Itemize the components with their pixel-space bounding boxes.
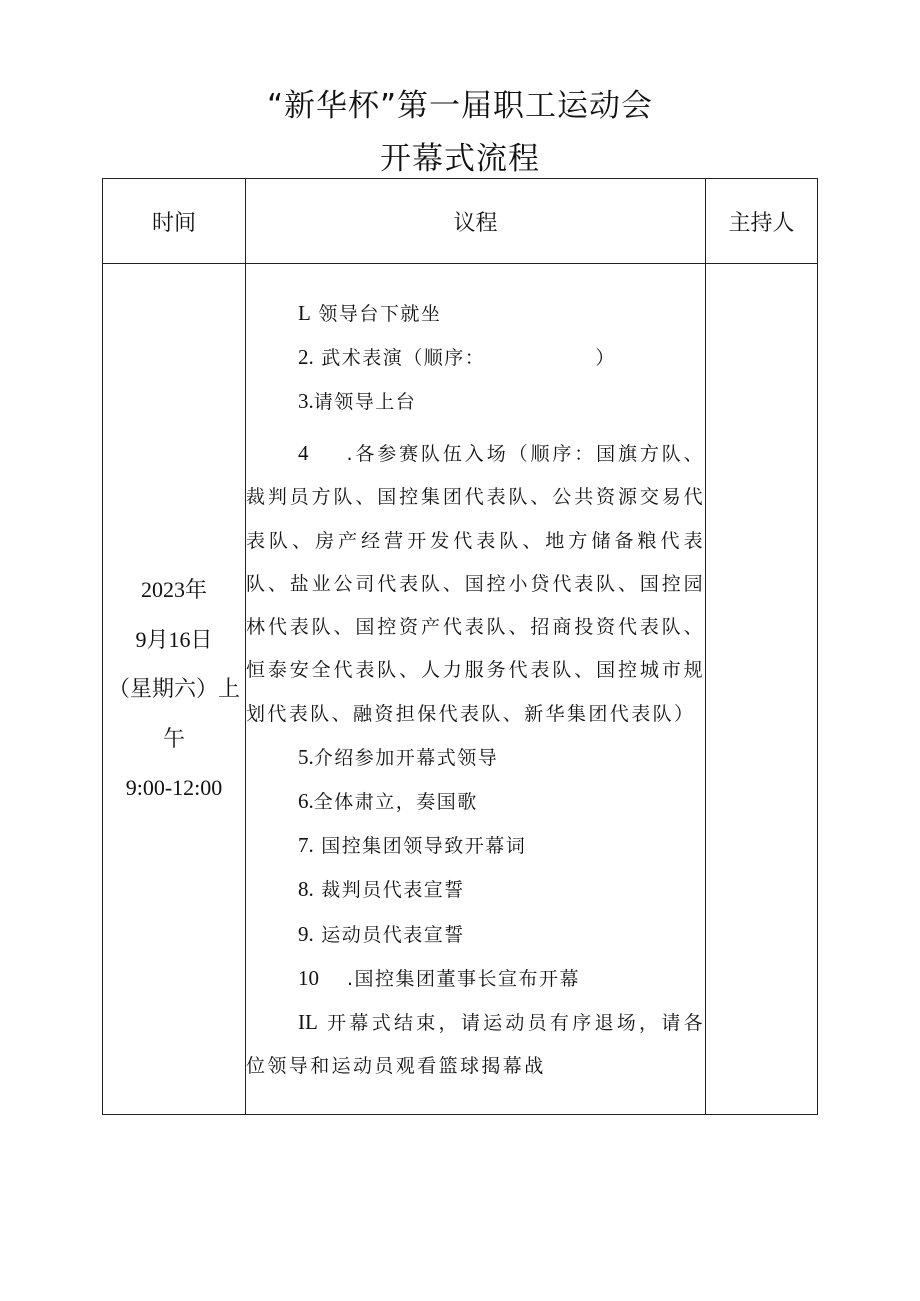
- agenda-item: [246, 336, 705, 380]
- agenda-item-number: 7.: [298, 833, 314, 858]
- agenda-item-text: 请领导上台: [313, 391, 417, 414]
- agenda-item-number: 3.: [298, 389, 314, 414]
- agenda-item: [246, 957, 705, 1001]
- agenda-item-number: L: [298, 300, 311, 325]
- agenda-item-text: 运动员代表宣誓: [321, 923, 465, 946]
- time-line: 9:00-12:00: [125, 775, 223, 801]
- agenda-item-text: 全体肃立，奏国歌: [313, 790, 478, 813]
- header-agenda: 议程: [246, 179, 706, 264]
- agenda-item: [246, 1001, 705, 1088]
- time-line: 2023年: [140, 577, 207, 603]
- agenda-item-text: 裁判员代表宣誓: [321, 879, 465, 902]
- agenda-item-number: 8.: [298, 877, 314, 902]
- time-cell: [103, 264, 246, 1115]
- agenda-item: [246, 432, 705, 735]
- time-line: （星期六）上: [107, 676, 240, 702]
- agenda-item-text: 武术表演（顺序：: [321, 346, 486, 369]
- agenda-item-text: 介绍参加开幕式领导: [313, 746, 499, 769]
- agenda-item: [246, 868, 705, 912]
- agenda-item-text: .国控集团董事长宣布开幕: [347, 967, 581, 990]
- agenda-item: [246, 780, 705, 824]
- agenda-item-tail: ）: [595, 346, 616, 369]
- time-line: 9月16日: [135, 626, 213, 652]
- schedule-table: [102, 178, 818, 1115]
- agenda-item-text: 开幕式结束，请运动员有序退场，请各位领导和运动员观看篮球揭幕战: [246, 1011, 705, 1078]
- agenda-item: [246, 913, 705, 957]
- agenda-item-text: 领导台下就坐: [318, 302, 442, 325]
- header-host: 主持人: [706, 179, 818, 264]
- table-row: [103, 264, 818, 1115]
- agenda-item-number: 4: [298, 441, 309, 466]
- document-title: “新华杯”第一届职工运动会: [266, 88, 654, 124]
- table-header-row: [103, 179, 818, 264]
- agenda-item-number: 6.: [298, 788, 314, 813]
- agenda-item-number: 5.: [298, 744, 314, 769]
- agenda-list: [246, 290, 705, 1089]
- agenda-item-number: 9.: [298, 921, 314, 946]
- agenda-item-number: IL: [298, 1009, 318, 1034]
- document-subtitle: 开幕式流程: [380, 141, 540, 177]
- agenda-item: [246, 736, 705, 780]
- agenda-item: [246, 292, 705, 336]
- agenda-item-number: 10: [298, 965, 319, 990]
- agenda-item: [246, 380, 705, 424]
- agenda-item-text: 国控集团领导致开幕词: [321, 835, 527, 858]
- agenda-item-text: .各参赛队伍入场（顺序：国旗方队、裁判员方队、国控集团代表队、公共资源交易代表队、房产经营开发代表队、地方储备粮代表队、盐业公司代表队、国控小贷代表队、国控园林代表队、国控资产代表队、招商投资代表队、恒泰安全代表队、人力服务代表队、国控城市规划代表队、融资担保代表队、新华集团代表队）: [246, 443, 705, 725]
- agenda-item: [246, 824, 705, 868]
- header-time: 时间: [103, 179, 246, 264]
- agenda-cell: [246, 264, 706, 1115]
- time-line: 午: [162, 725, 185, 751]
- agenda-item-number: 2.: [298, 344, 314, 369]
- host-cell: [706, 264, 818, 1115]
